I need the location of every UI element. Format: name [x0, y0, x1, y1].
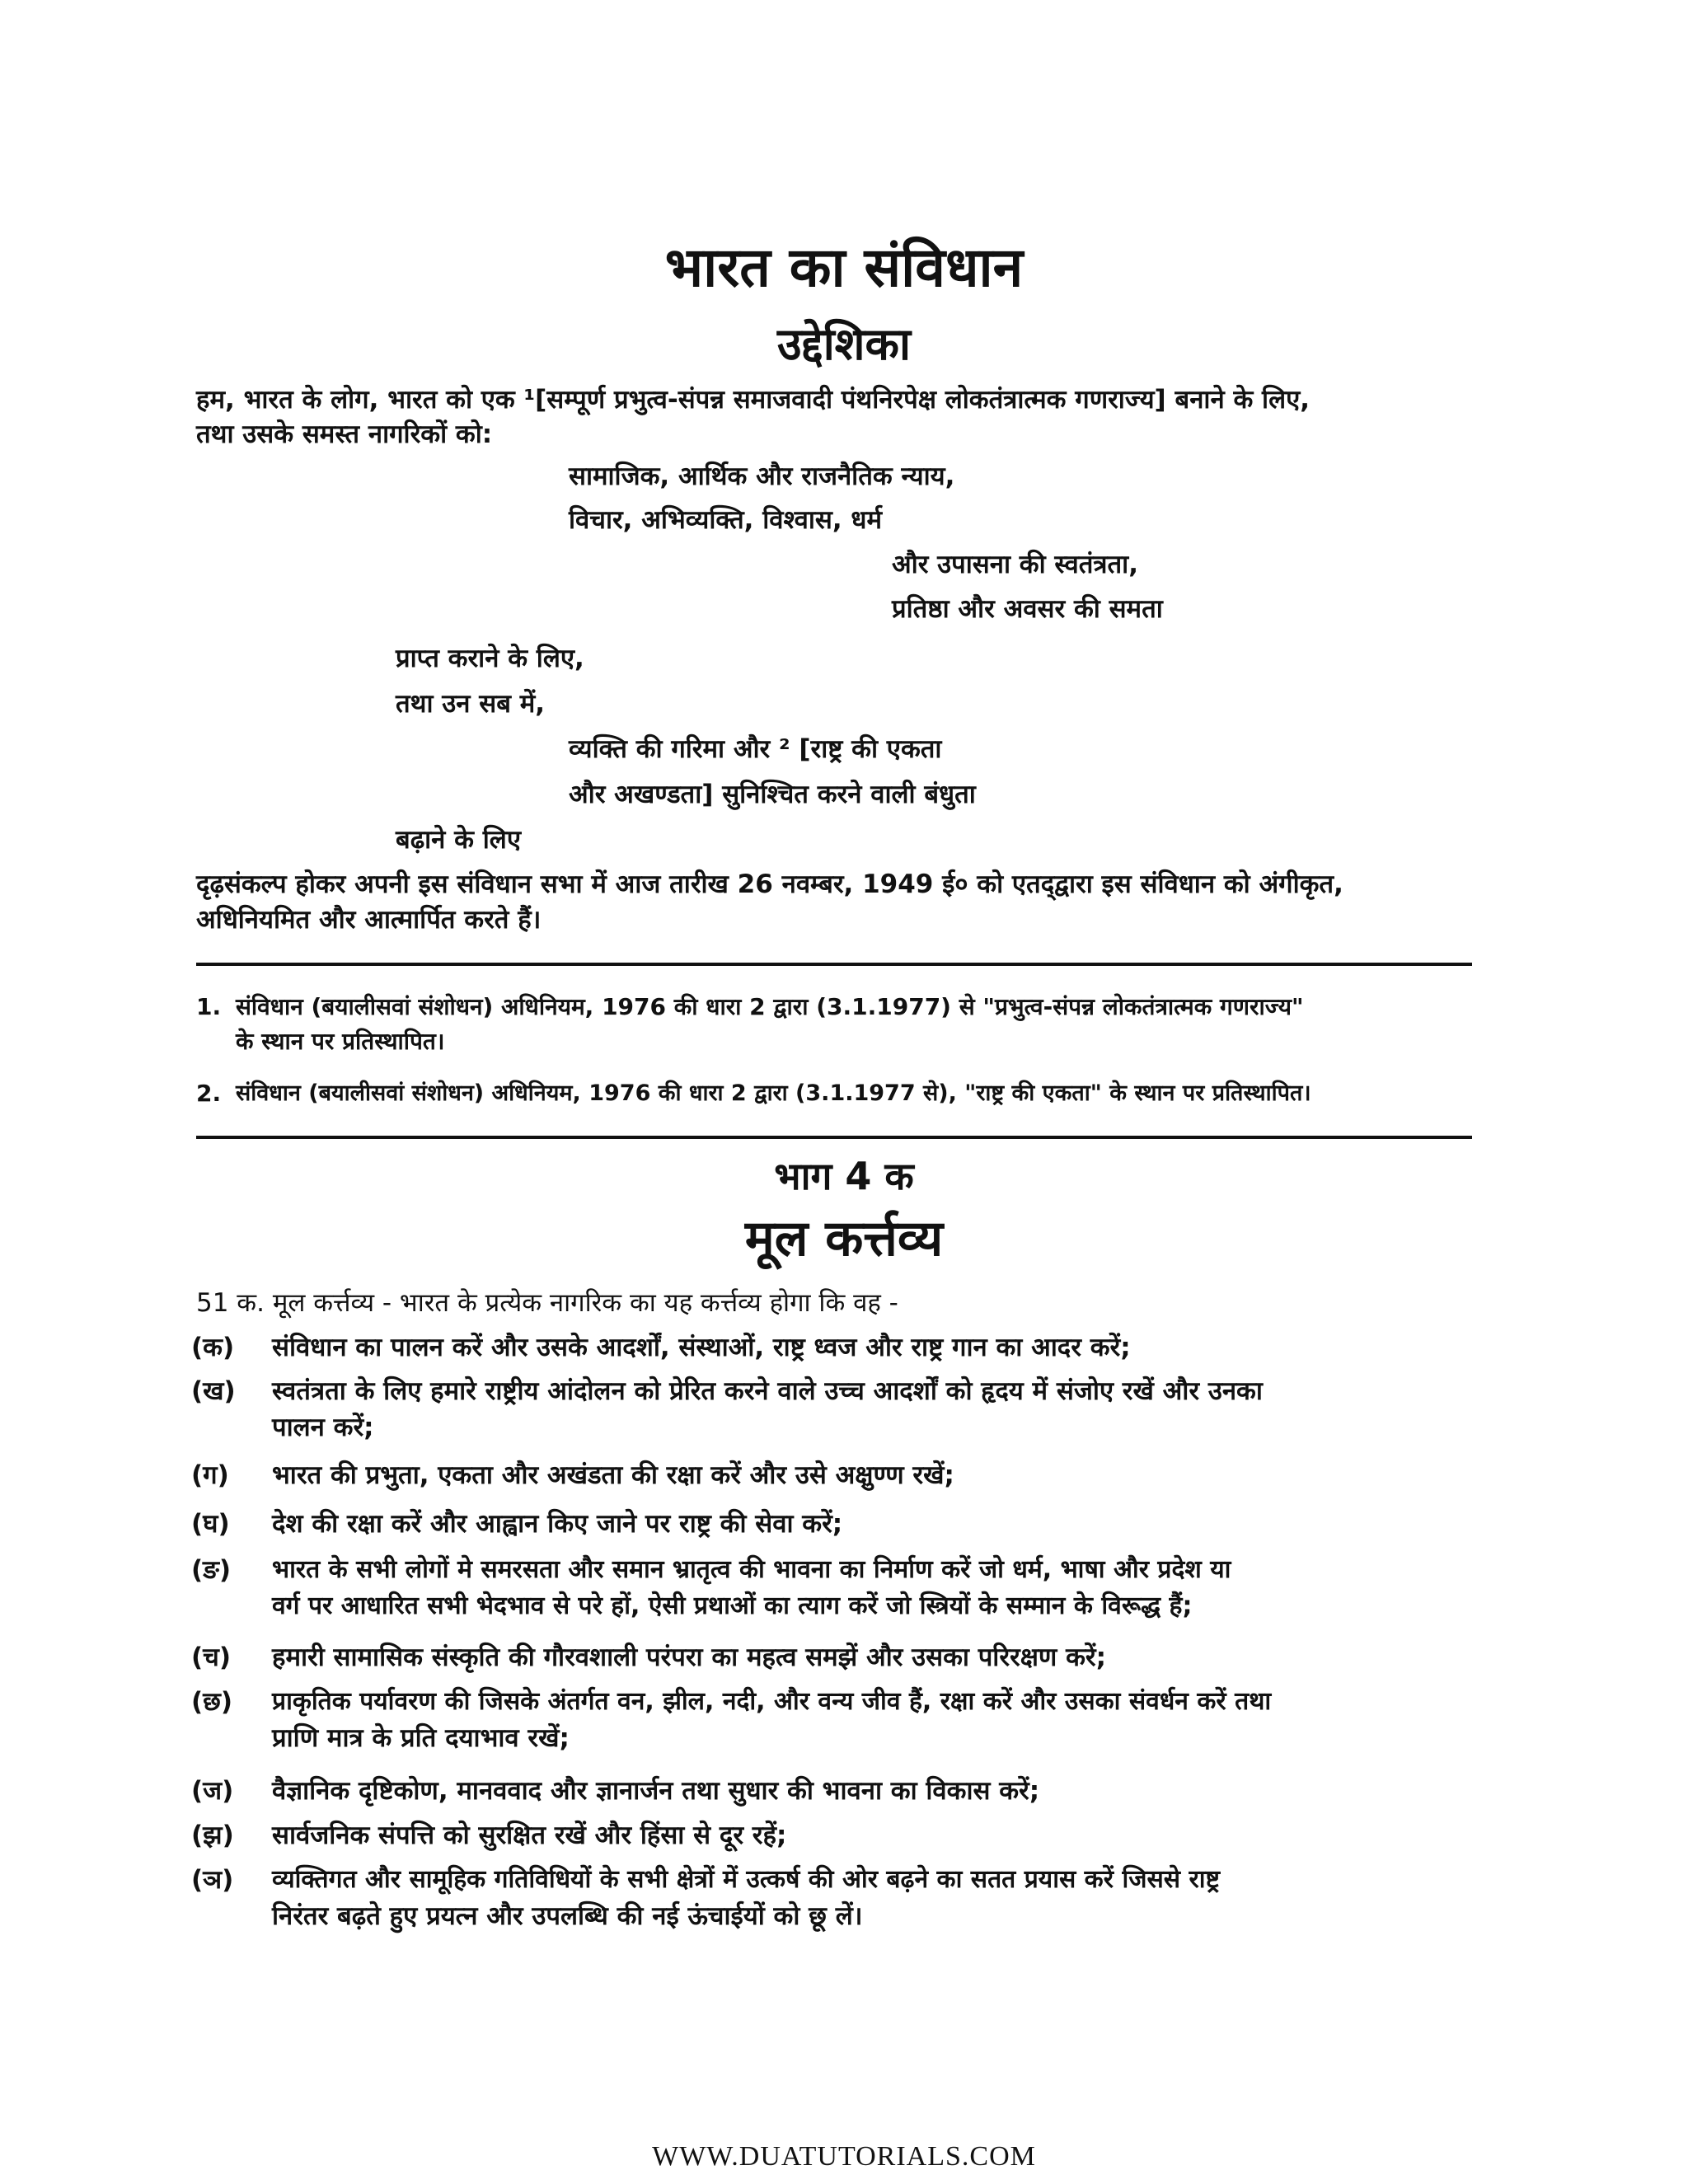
- duty-text: निरंतर बढ़ते हुए प्रयत्न और उपलब्धि की नई ऊंचाईयों को छू लें।: [272, 1901, 863, 1931]
- preamble-line: तथा उन सब में,: [396, 689, 546, 719]
- duty-label: (ख): [191, 1376, 236, 1406]
- article-intro: 51 क. मूल कर्त्तव्य - भारत के प्रत्येक नागरिक का यह कर्त्तव्य होगा कि वह -: [196, 1288, 898, 1318]
- list-item: [191, 1551, 1477, 1627]
- divider: [196, 963, 1472, 966]
- part-subtitle: मूल कर्त्तव्य: [744, 1210, 944, 1268]
- footnote: [196, 989, 1482, 1063]
- duty-label: (ग): [191, 1460, 229, 1490]
- duty-label: (च): [191, 1643, 232, 1672]
- preamble-line: बढ़ाने के लिए: [396, 825, 521, 855]
- duty-text: वर्ग पर आधारित सभी भेदभाव से परे हों, ऐसी प्रथाओं का त्याग करें जो स्त्रियों के सम्मान के विरूद्ध हैं;: [272, 1591, 1193, 1620]
- duty-label: (क): [191, 1333, 235, 1362]
- duty-text: हमारी सामासिक संस्कृति की गौरवशाली परंपरा का महत्व समझें और उसका परिरक्षण करें;: [272, 1643, 1107, 1672]
- duty-label: (झ): [191, 1821, 234, 1850]
- duty-text: वैज्ञानिक दृष्टिकोण, मानववाद और ज्ञानार्जन तथा सुधार की भावना का विकास करें;: [272, 1776, 1040, 1806]
- duty-text: संविधान का पालन करें और उसके आदर्शों, संस्थाओं, राष्ट्र ध्वज और राष्ट्र गान का आदर करें;: [272, 1333, 1131, 1362]
- duty-text: प्राणि मात्र के प्रति दयाभाव रखें;: [272, 1723, 570, 1753]
- list-item: [191, 1456, 1477, 1494]
- duty-text: भारत के सभी लोगों मे समरसता और समान भ्रातृत्व की भावना का निर्माण करें जो धर्म, भाषा और प्रदेश या: [272, 1555, 1231, 1584]
- preamble-line: प्रतिष्ठा और अवसर की समता: [892, 594, 1163, 624]
- duty-label: (ङ): [191, 1555, 232, 1585]
- duty-label: (घ): [191, 1509, 230, 1539]
- duty-text: सार्वजनिक संपत्ति को सुरक्षित रखें और हिंसा से दूर रहें;: [272, 1821, 787, 1850]
- list-item: [191, 1329, 1477, 1366]
- list-item: [191, 1505, 1477, 1543]
- divider: [196, 1136, 1472, 1139]
- preamble-line: दृढ़संकल्प होकर अपनी इस संविधान सभा में आज तारीख 26 नवम्बर, 1949 ई० को एतद्‌द्वारा इस संविधान को अंगीकृत,: [196, 869, 1343, 899]
- footnote-text: के स्थान पर प्रतिस्थापित।: [236, 1028, 445, 1055]
- page-footer-url: WWW.DUATUTORIALS.COM: [652, 2141, 1036, 2172]
- list-item: [191, 1683, 1477, 1759]
- duty-text: स्वतंत्रता के लिए हमारे राष्ट्रीय आंदोलन को प्रेरित करने वाले उच्च आदर्शों को हृदय में संजोए रखें और उनका: [272, 1376, 1263, 1406]
- part-title: भाग 4 क: [774, 1154, 914, 1198]
- list-item: [191, 1861, 1477, 1937]
- preamble-line: और अखण्डता] सुनिश्चित करने वाली बंधुता: [569, 780, 976, 809]
- preamble-line: व्यक्ति की गरिमा और ² [राष्ट्र की एकता: [569, 734, 942, 764]
- preamble-heading: उद्देशिका: [777, 318, 911, 370]
- preamble-line: प्राप्त कराने के लिए,: [396, 644, 584, 673]
- footnote-text: संविधान (बयालीसवां संशोधन) अधिनियम, 1976 की धारा 2 द्वारा (3.1.1977 से), "राष्ट्र की एकता" के स्थान पर प्रतिस्थापित।: [236, 1080, 1311, 1106]
- preamble-line: विचार, अभिव्यक्ति, विश्वास, धर्म: [569, 505, 883, 535]
- duty-text: प्राकृतिक पर्यावरण की जिसके अंतर्गत वन, झील, नदी, और वन्य जीव हैं, रक्षा करें और उसका संवर्धन करें तथा: [272, 1687, 1272, 1716]
- duty-text: भारत की प्रभुता, एकता और अखंडता की रक्षा करें और उसे अक्षुण्ण रखें;: [272, 1460, 954, 1490]
- duty-text: व्यक्तिगत और सामूहिक गतिविधियों के सभी क्षेत्रों में उत्कर्ष की ओर बढ़ने का सतत प्रयास करें जिससे राष्ट्र: [272, 1865, 1221, 1894]
- duty-label: (छ): [191, 1687, 233, 1717]
- list-item: [191, 1772, 1477, 1810]
- duty-text: देश की रक्षा करें और आह्वान किए जाने पर राष्ट्र की सेवा करें;: [272, 1509, 843, 1539]
- duty-label: (ज): [191, 1776, 234, 1806]
- list-item: [191, 1372, 1477, 1448]
- preamble-line: सामाजिक, आर्थिक और राजनैतिक न्याय,: [569, 462, 955, 491]
- preamble-line: हम, भारत के लोग, भारत को एक ¹[सम्पूर्ण प्रभुत्व-संपन्न समाजवादी पंथनिरपेक्ष लोकतंत्रात्मक गणराज्य] बनाने के लिए,: [196, 385, 1311, 415]
- duty-text: पालन करें;: [272, 1413, 374, 1442]
- preamble-line: और उपासना की स्वतंत्रता,: [892, 550, 1138, 579]
- preamble-line: तथा उसके समस्त नागरिकों को:: [196, 419, 493, 449]
- duty-label: (ञ): [191, 1865, 234, 1895]
- footnote-number: 2.: [196, 1080, 222, 1107]
- document-title: भारत का संविधान: [664, 236, 1024, 299]
- footnote-number: 1.: [196, 993, 222, 1020]
- list-item: [191, 1638, 1477, 1676]
- preamble-line: अधिनियमित और आत्मार्पित करते हैं।: [196, 905, 542, 935]
- list-item: [191, 1816, 1477, 1854]
- footnote: [196, 1076, 1482, 1113]
- footnote-text: संविधान (बयालीसवां संशोधन) अधिनियम, 1976 की धारा 2 द्वारा (3.1.1977) से "प्रभुत्व-संपन्न लोकतंत्रात्मक गणराज्य": [236, 993, 1304, 1020]
